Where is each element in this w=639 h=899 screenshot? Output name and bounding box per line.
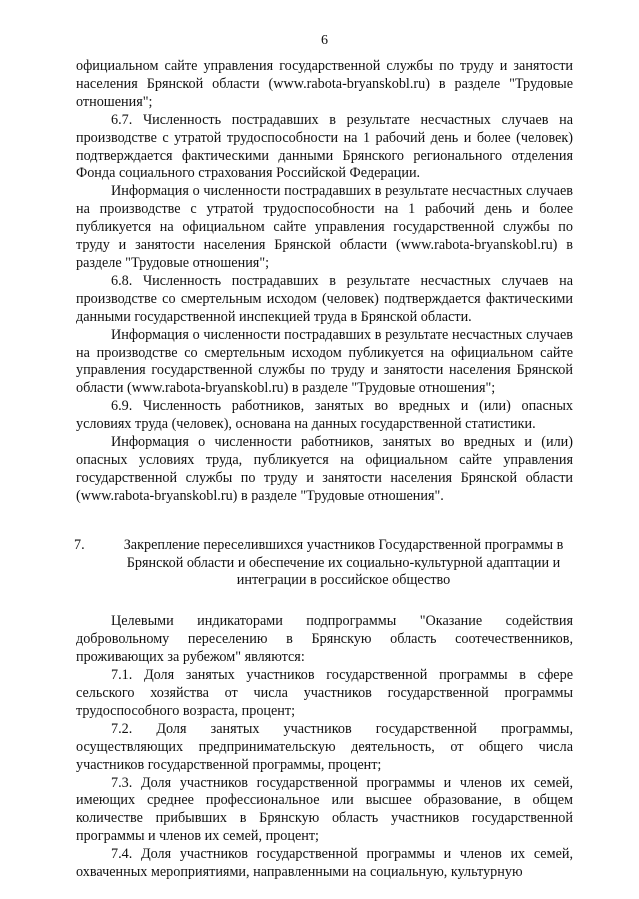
paragraph: Целевыми индикаторами подпрограммы "Оказание содействия добровольному переселению в Брянскую область соотечественников, проживающих за рубежом" являются: xyxy=(76,613,573,666)
paragraph: 7.3. Доля участников государственной программы и членов их семей, имеющих среднее профессиональное или высшее образование, в общем количестве прибывших в Брянскую область участников государственной программы и членов их семей, процент; xyxy=(76,774,573,845)
paragraph: Информация о численности работников, занятых во вредных и (или) опасных условиях труда, публикуется на официальном сайте управления государственной службы по труду и занятости населения Брянской области (www.rabota-bryanskobl.ru) в разделе "Трудовые отношения". xyxy=(76,434,573,504)
document-page xyxy=(76,0,573,899)
section-number: 7. xyxy=(74,536,85,553)
paragraph: 6.8. Численность пострадавших в результате несчастных случаев на производстве со смертельным исходом (человек) подтверждается фактическими данными государственной инспекцией труда в Брянской области. xyxy=(76,272,573,325)
paragraph: 7.4. Доля участников государственной программы и членов их семей, охваченных мероприятиями, направленными на социальную, культурную xyxy=(76,846,573,881)
paragraph: 6.7. Численность пострадавших в результате несчастных случаев на производстве с утратой трудоспособности на 1 рабочий день и более (человек) подтверждается фактическими данными Брянского регионального отделения Фонда социального страхования Российской Федерации. xyxy=(76,111,573,182)
paragraph: 7.1. Доля занятых участников государственной программы в сфере сельского хозяйства от числа участников государственной программы трудоспособного возраста, процент; xyxy=(76,667,573,719)
document-body xyxy=(76,58,573,882)
paragraph: 6.9. Численность работников, занятых во вредных и (или) опасных условиях труда (человек), основана на данных государственной статистики. xyxy=(76,398,573,433)
paragraph: Информация о численности пострадавших в результате несчастных случаев на производстве со смертельным исходом публикуется на официальном сайте управления государственной службы по труду и занятости населения Брянской области (www.rabota-bryanskobl.ru) в разделе "Трудовые отношения"; xyxy=(76,326,573,397)
paragraph: Информация о численности пострадавших в результате несчастных случаев на производстве с утратой трудоспособности на 1 рабочий день и более публикуется на официальном сайте управления государственной службы по труду и занятости населения Брянской области (www.rabota-bryanskobl.ru) в разделе "Трудовые отношения"; xyxy=(76,183,573,271)
paragraphs-after-section xyxy=(76,613,573,882)
paragraphs-before-section xyxy=(76,58,573,506)
section-heading xyxy=(76,537,573,591)
section-title: Закрепление переселившихся участников Государственной программы в Брянской области и обеспечение их социально-культурной адаптации и интеграции в российское общество xyxy=(123,536,564,589)
paragraph: 7.2. Доля занятых участников государственной программы, осуществляющих предпринимательскую деятельность, от общего числа участников государственной программы, процент; xyxy=(76,720,573,773)
paragraph: официальном сайте управления государственной службы по труду и занятости населения Брянской области (www.rabota-bryanskobl.ru) в разделе "Трудовые отношения"; xyxy=(76,58,573,110)
page-number: 6 xyxy=(321,33,328,48)
